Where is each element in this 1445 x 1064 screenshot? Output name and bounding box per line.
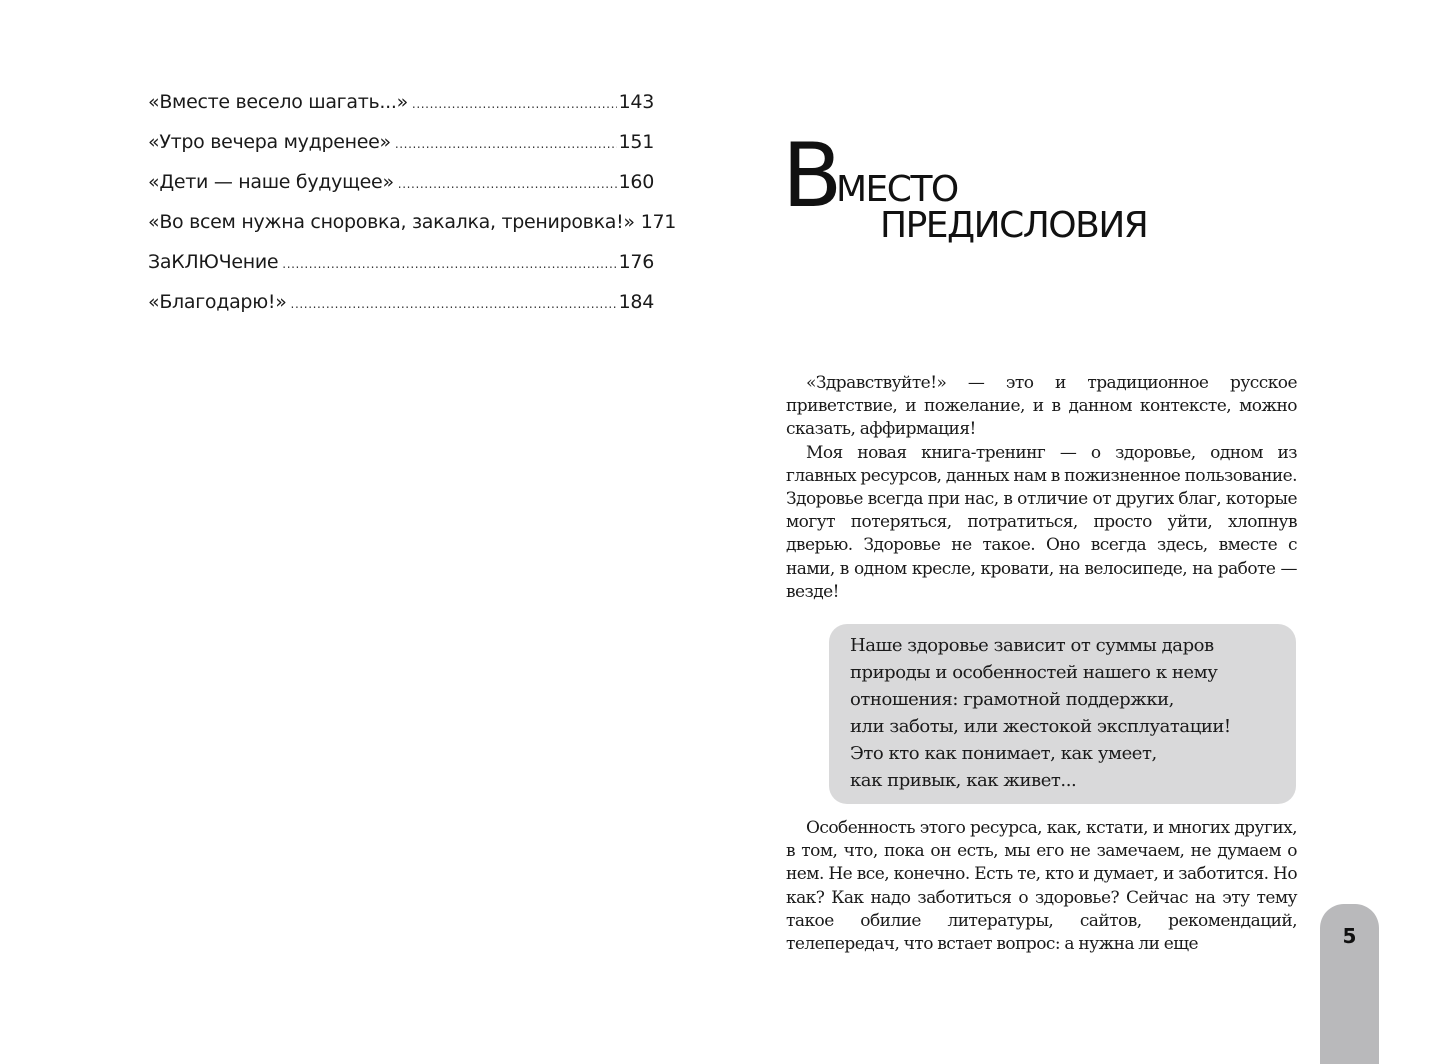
toc-entry-title: «Дети — наше будущее» <box>148 171 394 193</box>
body-text-top <box>786 372 1297 604</box>
chapter-heading-line2: ПРЕДИСЛОВИЯ <box>880 205 1148 246</box>
callout-line: Наше здоровье зависит от суммы даров <box>850 635 1214 656</box>
chapter-heading-line1: МЕСТО <box>836 169 958 210</box>
toc-entry-page: 171 <box>640 211 677 233</box>
toc-entry-title: «Утро вечера мудренее» <box>148 131 391 153</box>
toc-entry[interactable] <box>148 168 654 208</box>
toc-entry-page: 176 <box>618 251 654 273</box>
callout-line: или заботы, или жестокой эксплуатации! <box>850 716 1231 737</box>
toc-entry-title: «Во всем нужна сноровка, закалка, тренировка!» <box>148 211 635 233</box>
callout-line: Это кто как понимает, как умеет, <box>850 743 1157 764</box>
page-number-tab <box>1320 904 1379 1064</box>
toc-dot-leader <box>395 130 617 158</box>
toc-entry-page: 160 <box>618 171 654 193</box>
paragraph: Моя новая книга-тренинг — о здоровье, одном из главных ресурсов, данных нам в пожизненное пользование. Здоровье всегда при нас, в отличие от других благ, которые могут потеряться, потратиться, просто уйти, хлопнув дверью. Здоровье не такое. Оно всегда здесь, вместе с нами, в одном кресле, кровати, на велосипеде, на работе — везде! <box>786 442 1297 602</box>
toc-entry[interactable] <box>148 288 654 328</box>
callout-box <box>829 624 1296 804</box>
callout-line: как привык, как живет... <box>850 770 1077 791</box>
callout-line: отношения: грамотной поддержки, <box>850 689 1174 710</box>
toc-entry[interactable] <box>148 208 677 248</box>
toc-entry[interactable] <box>148 248 654 288</box>
toc-entry-title: «Вместе весело шагать...» <box>148 91 408 113</box>
toc-entry[interactable] <box>148 88 654 128</box>
paragraph: Особенность этого ресурса, как, кстати, и многих других, в том, что, пока он есть, мы его не замечаем, не думаем о нем. Не все, конечно. Есть те, кто и думает, и заботится. Но как? Как надо заботиться о здоровье? Сейчас на эту тему такое обилие литературы, сайтов, рекомендаций, телепередач, что встает вопрос: а нужна ли еще <box>786 818 1297 955</box>
chapter-heading-initial: В <box>782 124 839 227</box>
table-of-contents <box>148 88 677 328</box>
toc-entry-page: 184 <box>618 291 654 313</box>
toc-entry-title: «Благодарю!» <box>148 291 287 313</box>
toc-dot-leader <box>291 290 617 318</box>
paragraph: «Здравствуйте!» — это и традиционное русское приветствие, и пожелание, и в данном контексте, можно сказать, аффирмация! <box>786 373 1297 440</box>
toc-dot-leader <box>398 170 617 198</box>
callout-line: природы и особенностей нашего к нему <box>850 662 1218 683</box>
toc-dot-leader <box>412 90 617 118</box>
body-text-bottom <box>786 817 1297 956</box>
toc-dot-leader <box>282 250 616 278</box>
toc-entry-page: 151 <box>618 131 654 153</box>
page-number: 5 <box>1342 924 1357 948</box>
toc-entry-page: 143 <box>618 91 654 113</box>
toc-entry[interactable] <box>148 128 654 168</box>
toc-entry-title: ЗаКЛЮЧение <box>148 251 279 273</box>
